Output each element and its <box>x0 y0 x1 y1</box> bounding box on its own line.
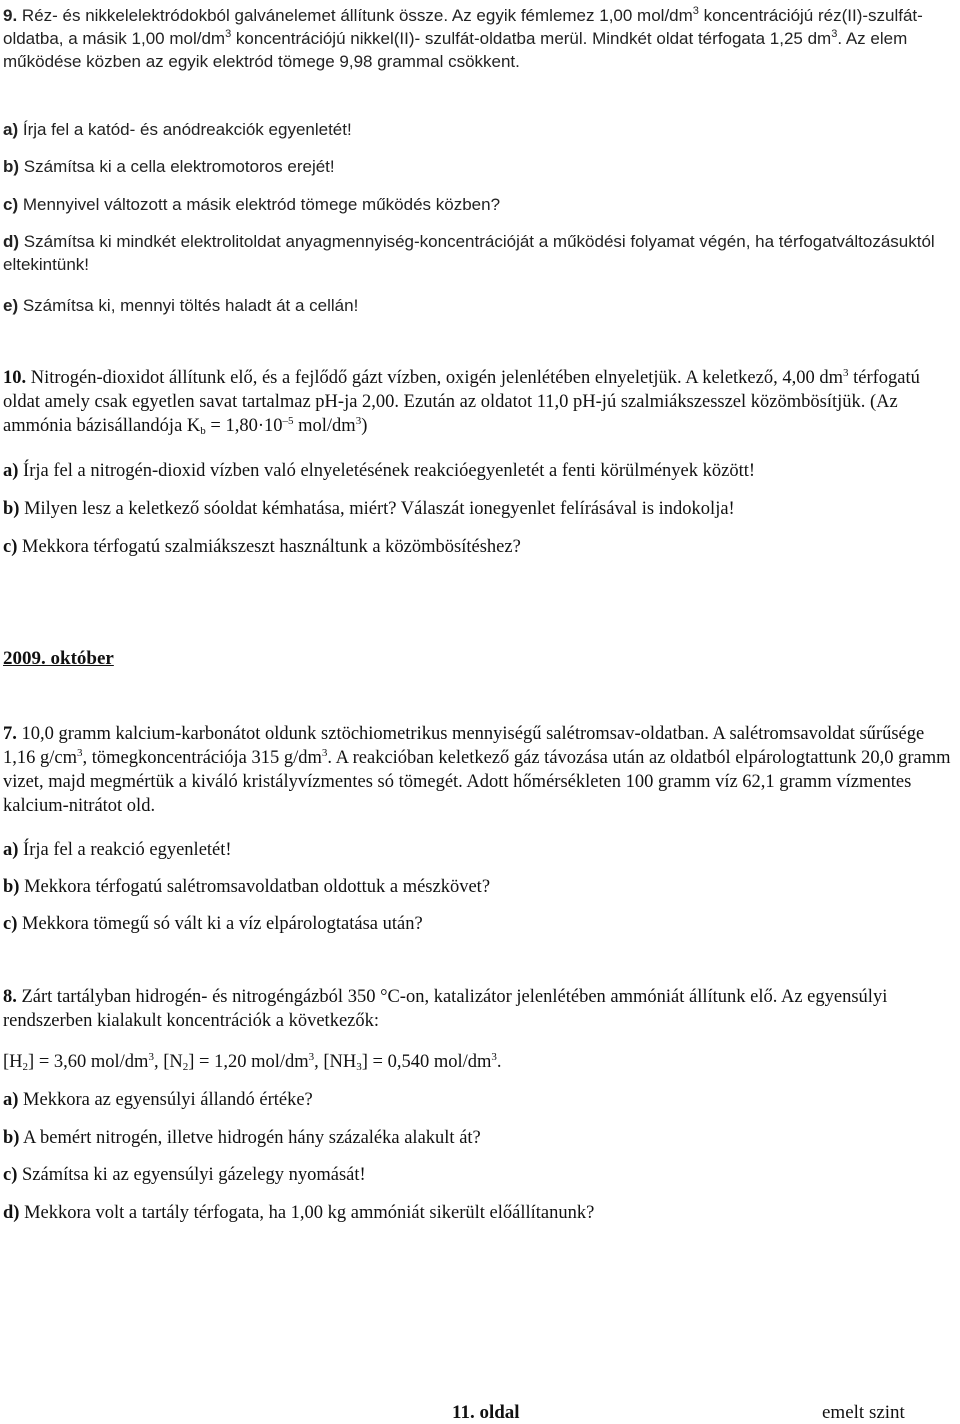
q9-a-text: Írja fel a katód- és anódreakciók egyenletét! <box>18 120 352 139</box>
q9-e-label: e) <box>3 296 19 315</box>
q7-number: 7. <box>3 724 17 744</box>
q10-a-text: Írja fel a nitrogén-dioxid vízben való elnyeletésének reakcióegyenletét a fenti körülmények között! <box>18 461 756 481</box>
q9-a-label: a) <box>3 120 19 139</box>
q9-intro-text-4: . Az elem működése közben az egyik elektród tömege 9,98 grammal csökkent. <box>3 29 908 71</box>
q8-d-label: d) <box>3 1203 20 1223</box>
footer-page-number: 11. oldal <box>452 1402 520 1423</box>
q10-sup-exp: –5 <box>282 415 294 427</box>
q7-intro-text-3: . A reakcióban keletkező gáz távozása után az oldatból elpárologtattunk 20,0 gramm vizet, majd megmértük a kiváló kristályvízmentes só tömegét. Adott hőmérsékleten 100 gramm víz 62,1 gramm vízmentes kalcium-nitrátot old. <box>3 748 951 816</box>
q10-a-label: a) <box>3 461 19 481</box>
q10-part-c <box>3 535 958 559</box>
q10-c-text: Mekkora térfogatú szalmiákszeszt használtunk a közömbösítéshez? <box>17 537 521 557</box>
q8-part-b <box>3 1126 958 1150</box>
q7-intro <box>3 722 958 818</box>
q8-intro-text: Zárt tartályban hidrogén- és nitrogéngázból 350 °C-on, katalizátor jelenlétében ammóniát állítunk elő. Az egyensúlyi rendszerben kialakult koncentrációk a következők: <box>3 987 888 1031</box>
q8-c-label: c) <box>3 1165 18 1185</box>
q7-c-text: Mekkora tömegű só vált ki a víz elpárologtatása után? <box>17 914 423 934</box>
q9-part-e <box>3 294 958 317</box>
q8-d-text: Mekkora volt a tartály térfogata, ha 1,00 kg ammóniát sikerült előállítanunk? <box>19 1203 595 1223</box>
section-date-heading: 2009. október <box>3 648 114 669</box>
q8-c3-sub: 3 <box>356 1061 362 1073</box>
q9-c-label: c) <box>3 195 19 214</box>
q9-b-text: Számítsa ki a cella elektromotoros erejét! <box>19 157 335 176</box>
q10-c-label: c) <box>3 537 18 557</box>
q8-b-text: A bemért nitrogén, illetve hidrogén hány százaléka alakult át? <box>19 1128 481 1148</box>
q7-c-label: c) <box>3 914 18 934</box>
q9-b-label: b) <box>3 157 20 176</box>
q9-sup-c: 3 <box>831 28 838 40</box>
q10-number: 10. <box>3 368 27 388</box>
q8-part-c <box>3 1163 958 1187</box>
q9-intro-text-3: koncentrációjú nikkel(II)- szulfát-oldatba merül. Mindkét oldat térfogata 1,25 dm <box>231 29 832 48</box>
q7-part-b <box>3 875 958 899</box>
q9-e-text: Számítsa ki, mennyi töltés haladt át a cellán! <box>18 296 359 315</box>
q10-sup-a: 3 <box>842 367 849 379</box>
q8-c2-b: ] = 1,20 mol/dm <box>188 1052 309 1072</box>
q8-c1-b: ] = 3,60 mol/dm <box>28 1052 149 1072</box>
q8-c3-a: , [NH <box>314 1052 357 1072</box>
q10-intro <box>3 366 958 438</box>
q9-c-text: Mennyivel változott a másik elektród tömege működés közben? <box>18 195 501 214</box>
q9-part-b <box>3 155 958 178</box>
q7-sup-b: 3 <box>321 747 328 759</box>
q10-intro-text-4: mol/dm <box>293 416 356 436</box>
q10-sup-c: 3 <box>355 415 362 427</box>
q8-c3-sup: 3 <box>491 1051 497 1063</box>
q7-a-label: a) <box>3 840 19 860</box>
q10-b-text: Milyen lesz a keletkező sóoldat kémhatása, miért? Válaszát ionegyenlet felírásával is indokolja! <box>19 499 735 519</box>
q7-b-label: b) <box>3 877 20 897</box>
q9-part-a <box>3 118 958 141</box>
q8-b-label: b) <box>3 1128 20 1148</box>
q8-intro <box>3 985 958 1033</box>
q8-part-a <box>3 1088 958 1112</box>
q8-c3-end: . <box>496 1052 502 1072</box>
q10-intro-text-3: = 1,80·10 <box>205 416 283 436</box>
q8-a-label: a) <box>3 1090 19 1110</box>
q9-part-d <box>3 230 958 276</box>
q9-sup-a: 3 <box>692 5 699 17</box>
q9-d-text: Számítsa ki mindkét elektrolitoldat anyagmennyiség-koncentrációját a működési folyamat végén, ha térfogatváltozásuktól eltekintünk! <box>3 232 935 274</box>
q7-intro-text-1: 10,0 gramm kalcium-karbonátot oldunk sztöchiometrikus mennyiségű salétromsav-oldatban. A salétromsavoldat sűrűsége 1,16 g/cm <box>3 724 925 768</box>
q7-part-a <box>3 838 958 862</box>
q7-sup-a: 3 <box>77 747 83 759</box>
q9-d-label: d) <box>3 232 20 251</box>
q8-part-d <box>3 1201 958 1225</box>
q9-sup-b: 3 <box>225 28 232 40</box>
q10-intro-text-5: ) <box>361 416 368 436</box>
footer-level: emelt szint <box>822 1402 905 1423</box>
q9-part-c <box>3 193 958 216</box>
q9-intro <box>3 4 958 73</box>
q9-intro-text-2: koncentrációjú réz(II)-szulfát-oldatba, a másik 1,00 mol/dm <box>3 6 923 48</box>
q10-intro-text-2: térfogatú oldat amely csak egyetlen savat tartalmaz pH-ja 2,00. Ezután az oldatot 11,0 pH-jú szalmiákszesszel közömbösítjük. (Az ammónia bázisállandója K <box>3 368 920 436</box>
q8-c1-sub: 2 <box>22 1061 29 1073</box>
q9-intro-text-1: Réz- és nikkelelektródokból galvánelemet állítunk össze. Az egyik fémlemez 1,00 mol/dm <box>17 6 693 25</box>
q8-number: 8. <box>3 987 17 1007</box>
q10-b-label: b) <box>3 499 20 519</box>
q10-part-a <box>3 459 958 483</box>
q10-intro-text-1: Nitrogén-dioxidot állítunk elő, és a fejlődő gázt vízben, oxigén jelenlétében elnyeletjük. A keletkező, 4,00 dm <box>26 368 843 388</box>
q8-c2-sup: 3 <box>308 1051 315 1063</box>
q7-intro-text-2: , tömegkoncentrációja 315 g/dm <box>82 748 322 768</box>
q10-part-b <box>3 497 958 521</box>
q8-c1-sup: 3 <box>148 1051 154 1063</box>
q8-c2-sub: 2 <box>182 1061 189 1073</box>
q8-concentrations <box>3 1050 958 1074</box>
q8-c2-a: , [N <box>153 1052 183 1072</box>
q8-c1-a: [H <box>3 1052 23 1072</box>
q10-sub-b: b <box>200 425 206 437</box>
q7-part-c <box>3 912 958 936</box>
q9-number: 9. <box>3 6 18 25</box>
q8-c-text: Számítsa ki az egyensúlyi gázelegy nyomását! <box>17 1165 366 1185</box>
q7-a-text: Írja fel a reakció egyenletét! <box>18 840 232 860</box>
q8-c3-b: ] = 0,540 mol/dm <box>361 1052 492 1072</box>
q7-b-text: Mekkora térfogatú salétromsavoldatban oldottuk a mészkövet? <box>19 877 491 897</box>
q8-a-text: Mekkora az egyensúlyi állandó értéke? <box>18 1090 313 1110</box>
